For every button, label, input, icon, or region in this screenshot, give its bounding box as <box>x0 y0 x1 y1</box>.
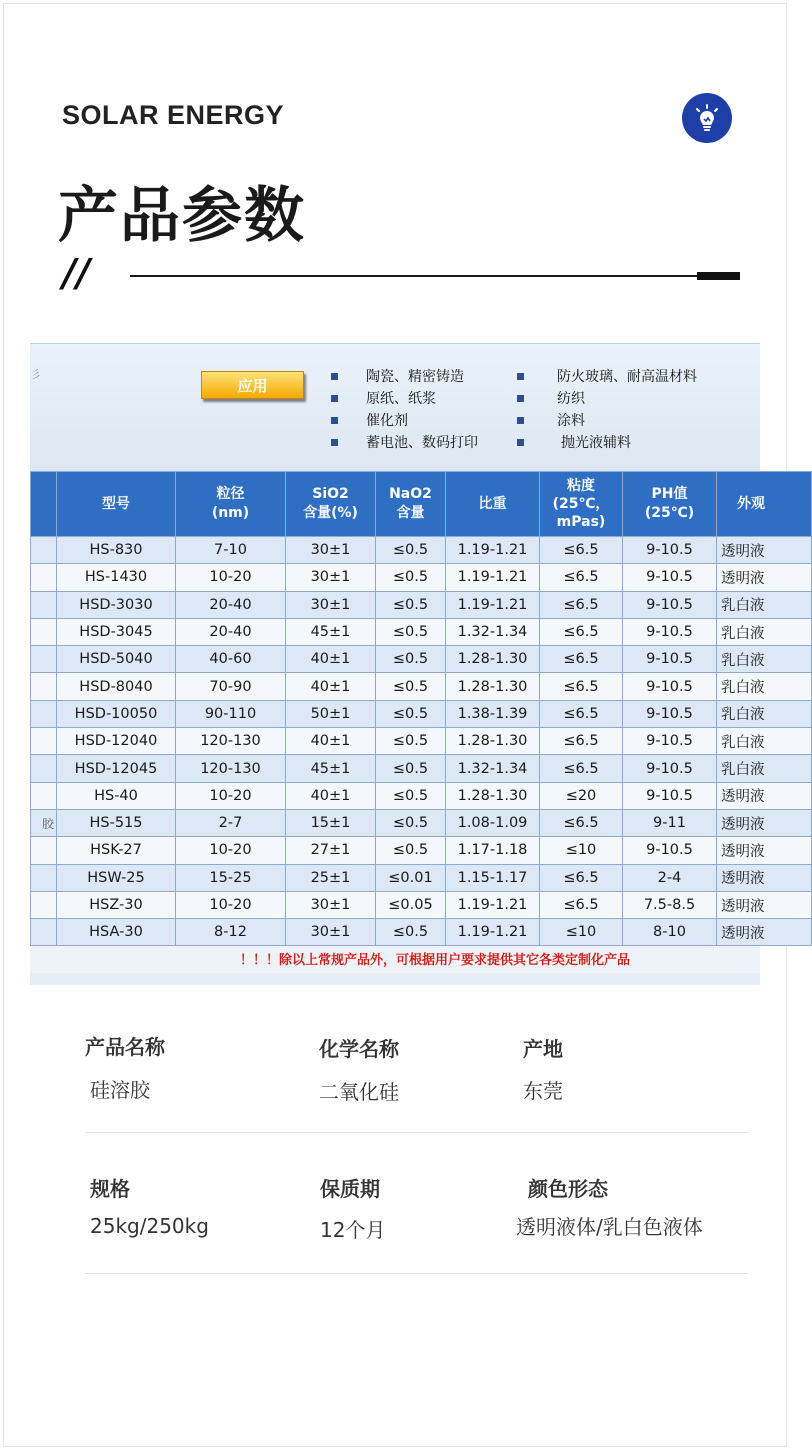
table-cell: 乳白液 <box>717 700 812 727</box>
table-side-cell <box>31 646 57 673</box>
quote-mark: // <box>62 250 90 295</box>
table-cell: 7.5-8.5 <box>623 891 717 918</box>
table-cell: 透明液 <box>717 564 812 591</box>
table-cell: 25±1 <box>286 864 376 891</box>
application-item: 防火玻璃、耐高温材料 <box>557 369 697 385</box>
table-cell: 1.38-1.39 <box>446 700 540 727</box>
table-cell: 2-7 <box>176 809 286 836</box>
table-cell: 40-60 <box>176 646 286 673</box>
table-cell: HSD-3045 <box>57 618 176 645</box>
table-side-cell <box>31 618 57 645</box>
table-cell: 2-4 <box>623 864 717 891</box>
table-cell: 透明液 <box>717 864 812 891</box>
application-badge: 应用 <box>201 371 304 399</box>
table-cell: ≤0.5 <box>376 755 446 782</box>
table-cell: 1.32-1.34 <box>446 755 540 782</box>
table-cell: 1.28-1.30 <box>446 728 540 755</box>
table-cell: 40±1 <box>286 673 376 700</box>
table-cell: ≤6.5 <box>540 591 623 618</box>
table-header: SiO2 含量(%) <box>286 472 376 537</box>
table-row <box>31 700 812 727</box>
table-cell: 9-10.5 <box>623 755 717 782</box>
table-cell: HSW-25 <box>57 864 176 891</box>
table-cell: 15±1 <box>286 809 376 836</box>
table-cell: 10-20 <box>176 891 286 918</box>
table-cell: HS-40 <box>57 782 176 809</box>
table-cell: 乳白液 <box>717 591 812 618</box>
spec-label-color-form: 颜色形态 <box>528 1177 608 1201</box>
table-header-row <box>31 472 812 537</box>
table-cell: 1.19-1.21 <box>446 564 540 591</box>
table-row <box>31 673 812 700</box>
table-cell: 9-10.5 <box>623 618 717 645</box>
table-cell: 1.28-1.30 <box>446 646 540 673</box>
table-cell: 9-10.5 <box>623 700 717 727</box>
table-side-cell <box>31 891 57 918</box>
table-cell: HSD-12040 <box>57 728 176 755</box>
table-cell: ≤0.5 <box>376 728 446 755</box>
table-cell: HS-830 <box>57 537 176 564</box>
table-cell: ≤6.5 <box>540 728 623 755</box>
table-cell: 30±1 <box>286 564 376 591</box>
bullet-icon <box>517 373 524 380</box>
table-cell: 1.28-1.30 <box>446 673 540 700</box>
application-item: 原纸、纸浆 <box>366 391 436 407</box>
table-header: 粒径 (nm) <box>176 472 286 537</box>
spec-label-shelf-life: 保质期 <box>320 1177 380 1201</box>
table-cell: 9-10.5 <box>623 673 717 700</box>
spec-label-specification: 规格 <box>90 1177 130 1201</box>
table-cell: 9-10.5 <box>623 591 717 618</box>
spec-label-chemical-name: 化学名称 <box>319 1037 399 1061</box>
table-header: 外观 <box>717 472 812 537</box>
table-cell: 120-130 <box>176 728 286 755</box>
bullet-icon <box>331 417 338 424</box>
table-cell: 27±1 <box>286 837 376 864</box>
table-header: 比重 <box>446 472 540 537</box>
table-side-cell <box>31 782 57 809</box>
table-row <box>31 646 812 673</box>
table-side-cell <box>31 564 57 591</box>
table-cell: ≤6.5 <box>540 537 623 564</box>
table-side-cell <box>31 755 57 782</box>
table-row <box>31 564 812 591</box>
table-cell: 10-20 <box>176 837 286 864</box>
table-cell: 30±1 <box>286 919 376 946</box>
spec-value-product-name: 硅溶胶 <box>90 1078 150 1102</box>
edge-mark: 彡 <box>30 368 41 381</box>
table-cell: 1.28-1.30 <box>446 782 540 809</box>
table-cell: 9-10.5 <box>623 646 717 673</box>
table-cell: 50±1 <box>286 700 376 727</box>
table-cell: 1.08-1.09 <box>446 809 540 836</box>
table-cell: 45±1 <box>286 755 376 782</box>
table-cell: 20-40 <box>176 591 286 618</box>
table-cell: 透明液 <box>717 809 812 836</box>
table-side-cell <box>31 700 57 727</box>
application-item: 蓄电池、数码打印 <box>366 435 478 451</box>
table-cell: ≤0.5 <box>376 646 446 673</box>
table-row <box>31 782 812 809</box>
custom-product-note: ！！！除以上常规产品外，可根据用户要求提供其它各类定制化产品 <box>239 953 630 968</box>
brand-text: SOLAR ENERGY <box>62 100 285 130</box>
table-cell: 1.19-1.21 <box>446 591 540 618</box>
divider-line <box>130 275 700 277</box>
table-cell: 90-110 <box>176 700 286 727</box>
table-cell: ≤0.5 <box>376 782 446 809</box>
table-cell: 45±1 <box>286 618 376 645</box>
table-header: PH值 (25℃) <box>623 472 717 537</box>
table-cell: 9-11 <box>623 809 717 836</box>
table-cell: HSK-27 <box>57 837 176 864</box>
spec-divider <box>85 1273 748 1274</box>
application-section <box>30 343 760 472</box>
table-cell: 乳白液 <box>717 755 812 782</box>
table-cell: ≤6.5 <box>540 700 623 727</box>
application-item: 陶瓷、精密铸造 <box>366 369 464 385</box>
table-cell: ≤0.5 <box>376 809 446 836</box>
table-cell: ≤0.5 <box>376 537 446 564</box>
table-cell: ≤6.5 <box>540 864 623 891</box>
table-cell: 9-10.5 <box>623 782 717 809</box>
table-row <box>31 618 812 645</box>
table-cell: HS-515 <box>57 809 176 836</box>
table-cell: HSD-3030 <box>57 591 176 618</box>
table-cell: 9-10.5 <box>623 564 717 591</box>
table-cell: ≤0.5 <box>376 618 446 645</box>
table-cell: ≤10 <box>540 919 623 946</box>
table-cell: 透明液 <box>717 537 812 564</box>
table-cell: 30±1 <box>286 537 376 564</box>
application-item: 催化剂 <box>366 413 408 429</box>
table-row <box>31 919 812 946</box>
table-cell: ≤6.5 <box>540 564 623 591</box>
table-cell: 乳白液 <box>717 728 812 755</box>
table-cell: 1.19-1.21 <box>446 919 540 946</box>
table-cell: 乳白液 <box>717 673 812 700</box>
table-cell: 20-40 <box>176 618 286 645</box>
table-cell: 30±1 <box>286 891 376 918</box>
table-cell: 1.17-1.18 <box>446 837 540 864</box>
parameter-table <box>30 471 812 946</box>
table-cell: 透明液 <box>717 919 812 946</box>
table-cell: HSD-12045 <box>57 755 176 782</box>
application-item: 抛光液辅料 <box>561 435 631 451</box>
table-cell: 30±1 <box>286 591 376 618</box>
bullet-icon <box>331 439 338 446</box>
spec-value-specification: 25kg/250kg <box>90 1214 209 1238</box>
table-cell: 透明液 <box>717 782 812 809</box>
table-cell: ≤10 <box>540 837 623 864</box>
table-row <box>31 837 812 864</box>
table-cell: HSZ-30 <box>57 891 176 918</box>
bullet-icon <box>517 417 524 424</box>
table-header: 型号 <box>57 472 176 537</box>
table-cell: 120-130 <box>176 755 286 782</box>
page-title: 产品参数 <box>58 181 306 251</box>
table-cell: 透明液 <box>717 837 812 864</box>
table-cell: ≤0.5 <box>376 919 446 946</box>
table-row <box>31 809 812 836</box>
table-side-cell <box>31 673 57 700</box>
application-item: 涂料 <box>557 413 585 429</box>
table-row <box>31 891 812 918</box>
table-row <box>31 864 812 891</box>
bullet-icon <box>517 395 524 402</box>
table-cell: ≤0.5 <box>376 837 446 864</box>
table-cell: 透明液 <box>717 891 812 918</box>
table-cell: 乳白液 <box>717 618 812 645</box>
spec-value-color-form: 透明液体/乳白色液体 <box>516 1215 703 1239</box>
table-cell: 8-12 <box>176 919 286 946</box>
table-side-cell <box>31 728 57 755</box>
table-cell: 8-10 <box>623 919 717 946</box>
table-cell: 9-10.5 <box>623 837 717 864</box>
table-side-cell <box>31 919 57 946</box>
table-side-cell <box>31 864 57 891</box>
table-cell: HSA-30 <box>57 919 176 946</box>
panel-footer <box>30 973 760 985</box>
table-cell: ≤0.5 <box>376 673 446 700</box>
table-cell: 10-20 <box>176 782 286 809</box>
table-cell: ≤6.5 <box>540 618 623 645</box>
application-item: 纺织 <box>557 391 585 407</box>
lightbulb-icon <box>682 93 732 143</box>
table-cell: 1.19-1.21 <box>446 537 540 564</box>
table-side-cell <box>31 837 57 864</box>
spec-divider <box>85 1132 748 1133</box>
bullet-icon <box>517 439 524 446</box>
table-cell: 40±1 <box>286 646 376 673</box>
bullet-icon <box>331 395 338 402</box>
table-cell: HSD-10050 <box>57 700 176 727</box>
table-header: 粘度 (25℃， mPas) <box>540 472 623 537</box>
table-cell: 9-10.5 <box>623 728 717 755</box>
table-cell: 1.15-1.17 <box>446 864 540 891</box>
spec-label-product-name: 产品名称 <box>85 1035 165 1059</box>
table-cell: HS-1430 <box>57 564 176 591</box>
divider-accent <box>697 272 740 280</box>
table-cell: HSD-5040 <box>57 646 176 673</box>
table-cell: ≤6.5 <box>540 755 623 782</box>
table-body <box>31 537 812 946</box>
table-cell: ≤0.5 <box>376 564 446 591</box>
table-cell: 10-20 <box>176 564 286 591</box>
table-row <box>31 728 812 755</box>
table-cell: ≤6.5 <box>540 891 623 918</box>
table-cell: ≤0.01 <box>376 864 446 891</box>
table-header-side <box>31 472 57 537</box>
table-cell: 乳白液 <box>717 646 812 673</box>
table-row <box>31 537 812 564</box>
table-cell: 9-10.5 <box>623 537 717 564</box>
table-cell: ≤6.5 <box>540 673 623 700</box>
table-cell: 1.32-1.34 <box>446 618 540 645</box>
table-side-cell: 胶 <box>31 809 57 836</box>
table-row <box>31 591 812 618</box>
table-cell: ≤20 <box>540 782 623 809</box>
table-side-cell <box>31 591 57 618</box>
spec-value-chemical-name: 二氧化硅 <box>319 1080 399 1104</box>
table-cell: 70-90 <box>176 673 286 700</box>
spec-value-origin: 东莞 <box>523 1079 563 1103</box>
table-cell: 1.19-1.21 <box>446 891 540 918</box>
spec-label-origin: 产地 <box>523 1037 563 1061</box>
table-cell: HSD-8040 <box>57 673 176 700</box>
table-cell: ≤0.5 <box>376 591 446 618</box>
table-cell: ≤6.5 <box>540 646 623 673</box>
table-cell: 7-10 <box>176 537 286 564</box>
table-header: NaO2 含量 <box>376 472 446 537</box>
table-side-cell <box>31 537 57 564</box>
spec-value-shelf-life: 12个月 <box>320 1218 386 1242</box>
table-cell: ≤0.5 <box>376 700 446 727</box>
table-cell: ≤6.5 <box>540 809 623 836</box>
bullet-icon <box>331 373 338 380</box>
table-cell: 15-25 <box>176 864 286 891</box>
product-parameter-image <box>30 343 765 985</box>
table-cell: 40±1 <box>286 782 376 809</box>
table-cell: ≤0.05 <box>376 891 446 918</box>
table-row <box>31 755 812 782</box>
table-cell: 40±1 <box>286 728 376 755</box>
